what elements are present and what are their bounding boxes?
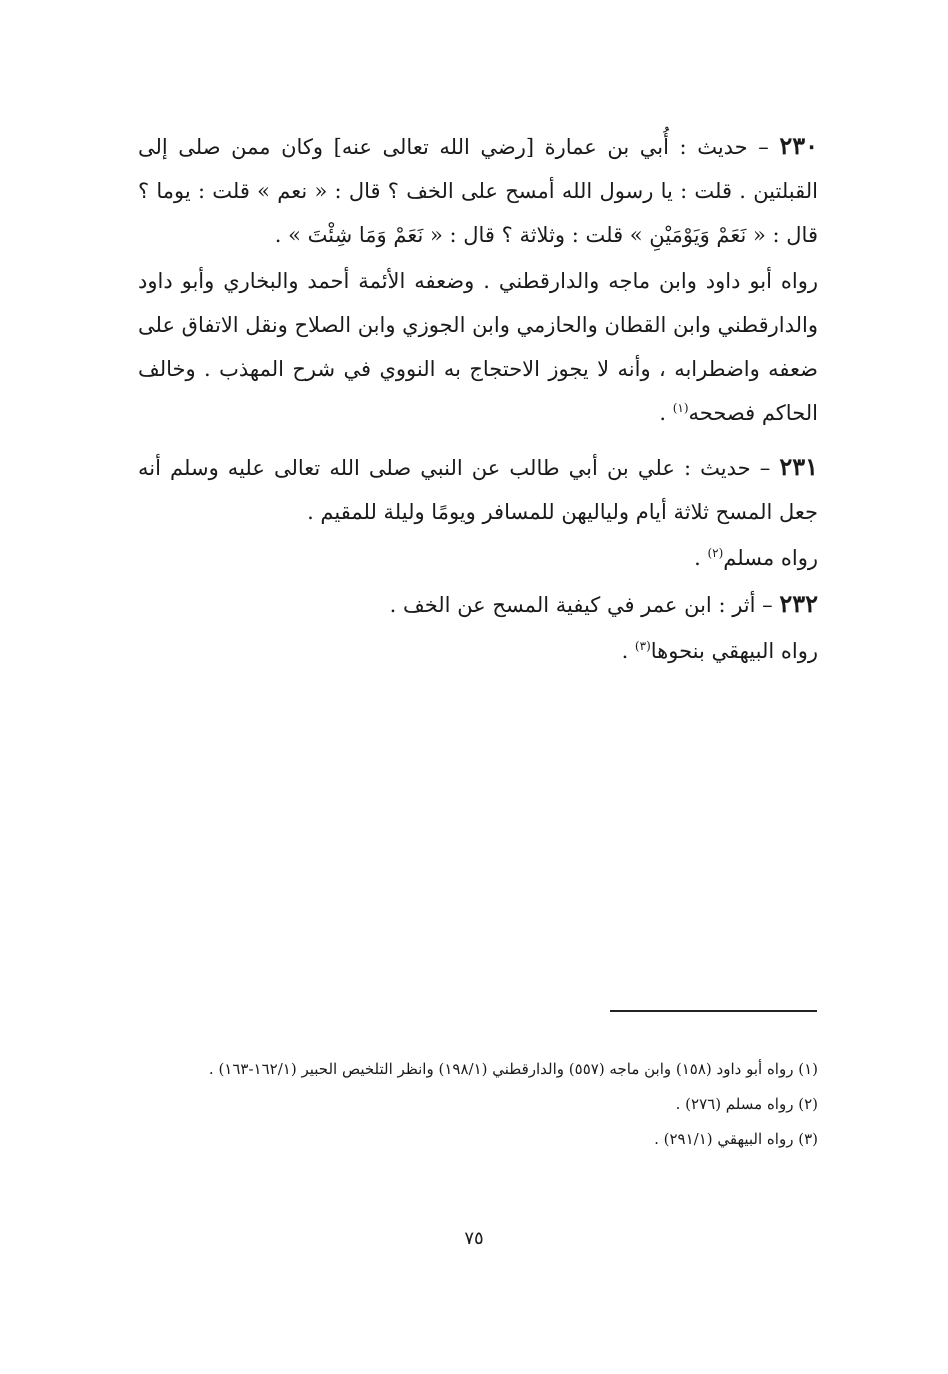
main-text bbox=[138, 124, 818, 683]
hadith-entry bbox=[138, 445, 818, 534]
sentence-end: . bbox=[694, 546, 708, 570]
athar-entry bbox=[138, 582, 818, 627]
hadith-text: – حديث : علي بن أبي طالب عن النبي صلى الله تعالى عليه وسلم أنه جعل المسح ثلاثة أيام ولياليهن للمسافر ويومًا وليلة للمقيم . bbox=[138, 456, 818, 524]
narration-paragraph bbox=[138, 259, 818, 435]
footnote-ref[interactable]: (٢) bbox=[707, 546, 724, 560]
narration-paragraph bbox=[138, 536, 818, 580]
narration-text: رواه البيهقي بنحوها bbox=[650, 639, 818, 663]
footnote-divider bbox=[610, 1010, 817, 1012]
entry-number: ٢٣١ bbox=[779, 452, 818, 481]
sentence-end: . bbox=[659, 401, 673, 425]
entry-number: ٢٣٢ bbox=[779, 589, 818, 618]
sentence-end: . bbox=[621, 639, 635, 663]
footnote-ref[interactable]: (١) bbox=[672, 401, 689, 415]
hadith-text: – حديث : أُبي بن عمارة [رضي الله تعالى عنه] وكان ممن صلى إلى القبلتين . قلت : يا رسول الله أمسح على الخف ؟ قال : « نعم » قلت : يوما ؟ قال : « نَعَمْ وَيَوْمَيْنِ » قلت : وثلاثة ؟ قال : « نَعَمْ وَمَا شِئْتَ » . bbox=[138, 135, 818, 247]
footnote-item: (٢) رواه مسلم (٢٧٦) . bbox=[675, 1095, 818, 1113]
narration-text: رواه أبو داود وابن ماجه والدارقطني . وضعفه الأئمة أحمد والبخاري وأبو داود والدارقطني وابن القطان والحازمي وابن الجوزي وابن الصلاح ونقل الاتفاق على ضعفه واضطرابه ، وأنه لا يجوز الاحتجاج به النووي في شرح المهذب . وخالف الحاكم فصححه bbox=[138, 269, 818, 425]
footnote-item: (٣) رواه البيهقي (٢٩١/١) . bbox=[654, 1130, 818, 1148]
entry-number: ٢٣٠ bbox=[779, 131, 818, 160]
footnote-item: (١) رواه أبو داود (١٥٨) وابن ماجه (٥٥٧) والدارقطني (١٩٨/١) وانظر التلخيص الحبير (١٦٢/١-١٦٣) . bbox=[208, 1060, 818, 1078]
hadith-entry bbox=[138, 124, 818, 257]
narration-text: رواه مسلم bbox=[723, 546, 818, 570]
footnotes-section bbox=[138, 1052, 818, 1157]
narration-paragraph bbox=[138, 629, 818, 673]
page-number: ٧٥ bbox=[464, 1228, 484, 1249]
athar-text: – أثر : ابن عمر في كيفية المسح عن الخف . bbox=[389, 593, 773, 617]
footnote-ref[interactable]: (٣) bbox=[634, 639, 651, 653]
